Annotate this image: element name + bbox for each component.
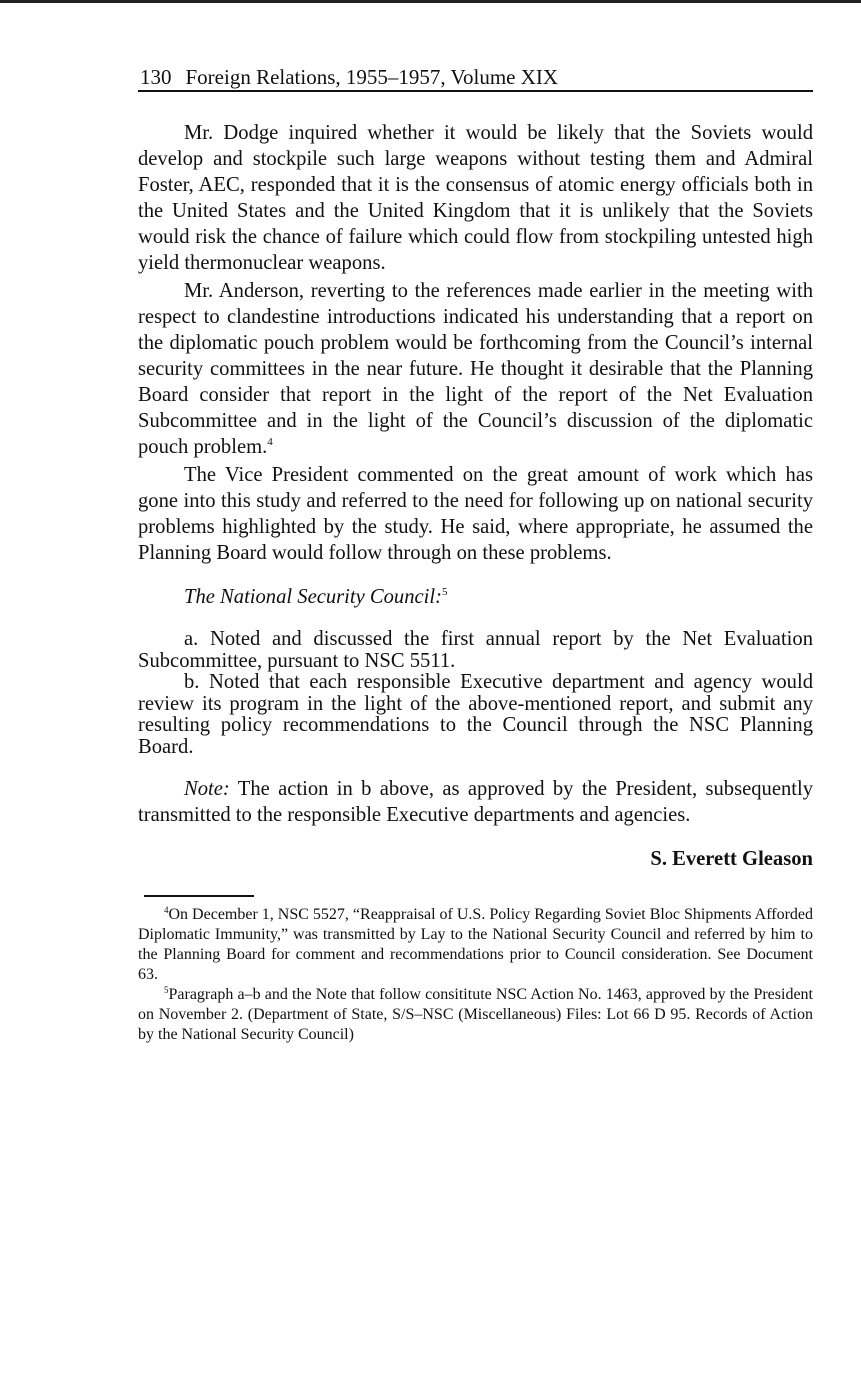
footnote-divider: [144, 895, 254, 897]
scan-top-edge: [0, 0, 861, 3]
signature: S. Everett Gleason: [650, 848, 813, 871]
footnote-mark: 4: [164, 905, 169, 916]
action-a: a. Noted and discussed the first annual report by the Net Evaluation Subcommittee, pursuant to NSC 5511.: [138, 628, 813, 672]
council-heading: The National Security Council:$^5$: [184, 586, 448, 609]
paragraph-vice-president: The Vice President commented on the great amount of work which has gone into this study and referred to the need for following up on national security problems highlighted by the study. He said, where appropriate, he assumed the Planning Board would follow through on these problems.: [138, 463, 813, 564]
footnote-mark: 5: [164, 985, 169, 996]
paragraph-anderson: Mr. Anderson, reverting to the references made earlier in the meeting with respect to clandestine introductions indicated his understanding that a report on the diplomatic pouch problem would be forthcoming from the Council’s internal security committees in the near future. He thought it desirable that the Planning Board consider that report in the light of the report of the Net Evaluation Subcommittee and in the light of the Council’s discussion of the diplomatic pouch problem.$^4$: [138, 280, 813, 458]
running-header: [138, 64, 813, 92]
note-label: Note:: [184, 778, 230, 801]
body-text: [138, 121, 813, 611]
footnote-ref-4: 4: [267, 435, 273, 448]
footnote-4: $^4$On December 1, NSC 5527, “Reappraisal of U.S. Policy Regarding Soviet Bloc Shipments Afforded Diplomatic Immunity,” was transmitted by Lay to the National Security Council and referred by him to the Planning Board for comment and recommendations prior to Council consideration. See Document 63.: [138, 905, 813, 984]
council-actions: [138, 629, 813, 758]
page-number: 130: [140, 65, 172, 89]
footnotes: [138, 905, 813, 1045]
footnote-ref-5: 5: [441, 586, 448, 599]
paragraph-dodge: Mr. Dodge inquired whether it would be likely that the Soviets would develop and stockpile such large weapons without testing them and Admiral Foster, AEC, responded that it is the consensus of atomic energy officials both in the United States and the United Kingdom that it is unlikely that the Soviets would risk the chance of failure which could flow from stockpiling untested high yield thermonuclear weapons.: [138, 122, 813, 274]
running-title: Foreign Relations, 1955–1957, Volume XIX: [185, 65, 559, 89]
note-text: The action in b above, as approved by the President, subsequently transmitted to the responsible Executive departments and agencies.: [138, 778, 813, 827]
footnote-5: $^5$Paragraph a–b and the Note that follow consititute NSC Action No. 1463, approved by the President on November 2. (Department of State, S/S–NSC (Miscellaneous) Files: Lot 66 D 95. Records of Action by the National Security Council): [138, 985, 813, 1044]
note-paragraph: [138, 777, 813, 829]
action-b: b. Noted that each responsible Executive department and agency would review its program in the light of the above-mentioned report, and submit any resulting policy recommendations to the Council through the NSC Planning Board.: [138, 671, 813, 758]
document-page: [138, 64, 813, 1045]
